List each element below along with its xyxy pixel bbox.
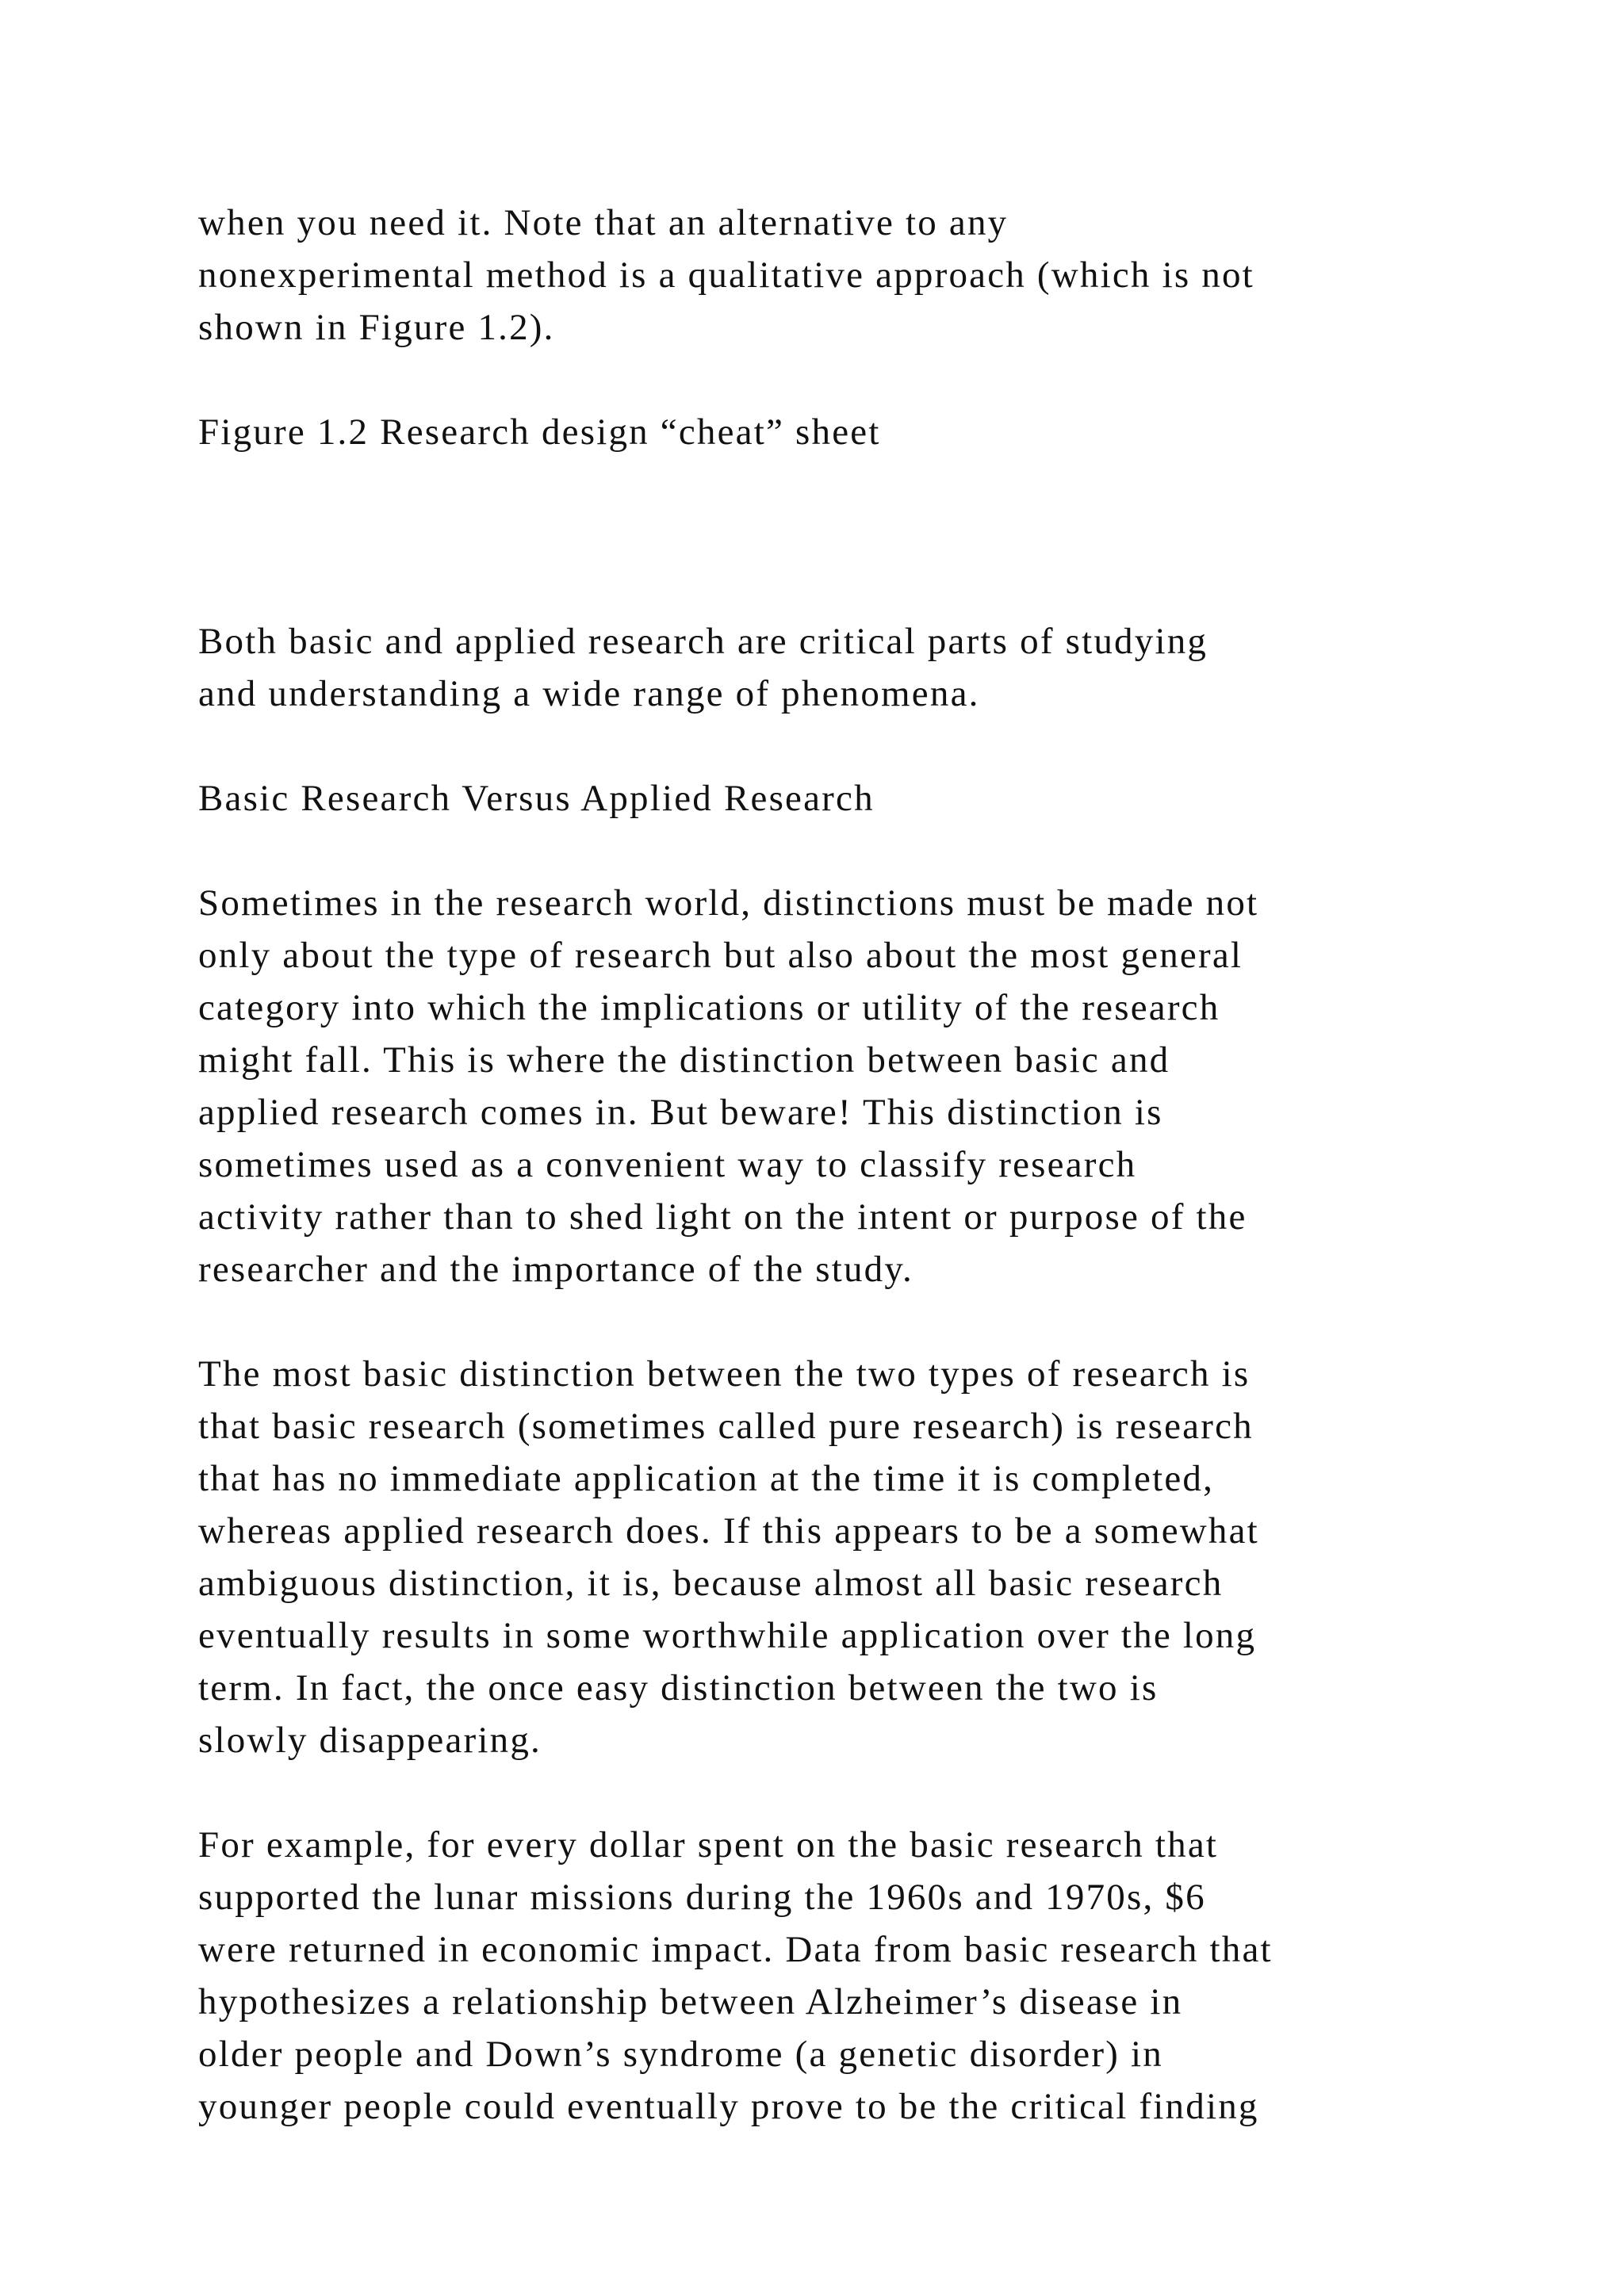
text-line: sometimes used as a convenient way to classify research [198,1144,1137,1185]
text-line: might fall. This is where the distinction between basic and [198,1039,1170,1081]
text-line: were returned in economic impact. Data from basic research that [198,1929,1273,1970]
text-line: shown in Figure 1.2). [198,307,555,348]
text-line: researcher and the importance of the study. [198,1249,914,1290]
text-line: older people and Down’s syndrome (a genetic disorder) in [198,2034,1163,2075]
text-line: Both basic and applied research are critical parts of studying [198,621,1208,662]
text-line: that has no immediate application at the time it is completed, [198,1458,1215,1499]
paragraph-distinctions [198,877,1483,1295]
paragraph-intro-continuation [198,197,1483,354]
paragraph-most-basic-distinction [198,1348,1483,1766]
paragraph-for-example [198,1819,1483,2133]
text-line: applied research comes in. But beware! This distinction is [198,1092,1163,1133]
text-line: activity rather than to shed light on the intent or purpose of the [198,1196,1247,1238]
text-line: eventually results in some worthwhile application over the long [198,1615,1257,1656]
text-line: The most basic distinction between the two types of research is [198,1353,1251,1395]
text-line: whereas applied research does. If this appears to be a somewhat [198,1510,1259,1552]
text-line: term. In fact, the once easy distinction between the two is [198,1667,1159,1709]
text-line: that basic research (sometimes called pure research) is research [198,1406,1254,1447]
figure-caption [198,406,1483,458]
text-line: ambiguous distinction, it is, because almost all basic research [198,1563,1224,1604]
text-line: only about the type of research but also about the most general [198,935,1243,976]
text-line: For example, for every dollar spent on the basic research that [198,1824,1219,1866]
text-line: category into which the implications or utility of the research [198,987,1220,1028]
text-line: and understanding a wide range of phenomena. [198,673,980,714]
text-line: Basic Research Versus Applied Research [198,778,875,819]
text-line: Figure 1.2 Research design “cheat” sheet [198,411,881,453]
text-line: supported the lunar missions during the 1960s and 1970s, $6 [198,1877,1206,1918]
figure-placeholder-gap [198,511,1483,615]
section-heading [198,772,1483,825]
text-line: when you need it. Note that an alternative to any [198,202,1009,243]
text-line: nonexperimental method is a qualitative approach (which is not [198,254,1254,296]
text-column [198,197,1483,2185]
text-line: Sometimes in the research world, distinctions must be made not [198,882,1259,924]
text-line: hypothesizes a relationship between Alzheimer’s disease in [198,1981,1183,2022]
text-line: younger people could eventually prove to be the critical finding [198,2086,1259,2127]
text-line: slowly disappearing. [198,1720,542,1761]
paragraph-basic-applied-intro [198,615,1483,720]
